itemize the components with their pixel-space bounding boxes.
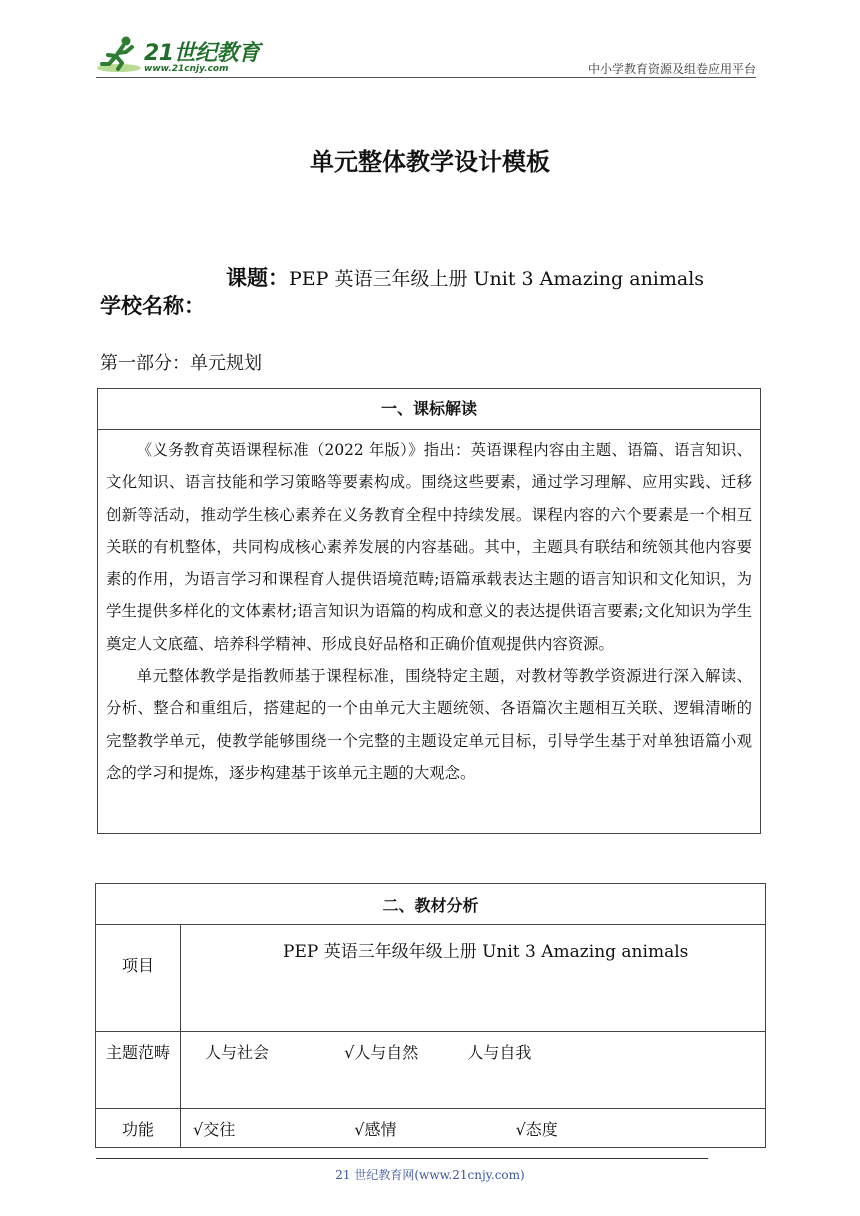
- theme-options: [181, 1032, 766, 1109]
- function-option: √态度: [515, 1119, 558, 1139]
- function-option: √感情: [354, 1119, 397, 1139]
- curriculum-interpretation-box: [97, 388, 761, 834]
- logo-text: 21世纪教育: [144, 41, 260, 66]
- page-header: [96, 30, 756, 78]
- lesson-value: PEP 英语三年级上册 Unit 3 Amazing animals: [289, 268, 705, 290]
- part-heading: 第一部分：单元规划: [100, 353, 262, 374]
- section-heading: 一、课标解读: [98, 389, 760, 430]
- site-logo[interactable]: [96, 34, 266, 74]
- footer-link[interactable]: 21 世纪教育网(www.21cnjy.com): [335, 1168, 525, 1182]
- item-value: PEP 英语三年级年级上册 Unit 3 Amazing animals: [181, 925, 766, 1032]
- footer-divider: [96, 1158, 708, 1159]
- item-label: 项目: [96, 925, 181, 1032]
- textbook-analysis-table: [95, 883, 766, 1148]
- theme-label: 主题范畴: [96, 1032, 181, 1109]
- table-row: [96, 1109, 766, 1148]
- runner-logo-icon: [96, 34, 142, 74]
- function-options: [181, 1109, 766, 1148]
- function-option: √交往: [193, 1119, 236, 1139]
- school-name-label: 学校名称：: [100, 294, 205, 318]
- table-heading: 二、教材分析: [96, 884, 766, 925]
- table-row: [96, 925, 766, 1032]
- page-title: 单元整体教学设计模板: [310, 148, 550, 176]
- lesson-line: [226, 262, 704, 292]
- table-row: [96, 1032, 766, 1109]
- section-body: [98, 430, 760, 789]
- header-divider: [96, 77, 756, 78]
- lesson-label: 课题：: [226, 266, 289, 290]
- theme-option: 人与社会: [205, 1043, 270, 1062]
- function-label: 功能: [96, 1109, 181, 1148]
- platform-name: 中小学教育资源及组卷应用平台: [587, 62, 756, 76]
- paragraph: 《义务教育英语课程标准（2022 年版）》指出：英语课程内容由主题、语篇、语言知识、文化知识、语言技能和学习策略等要素构成。围绕这些要素，通过学习理解、应用实践、迁移创新等活动，推动学生核心素养在义务教育全程中持续发展。课程内容的六个要素是一个相互关联的有机整体，共同构成核心素养发展的内容基础。其中，主题具有联结和统领其他内容要素的作用，为语言学习和课程育人提供语境范畴;语篇承载表达主题的语言知识和文化知识，为学生提供多样化的文体素材;语言知识为语篇的构成和意义的表达提供语言要素;文化知识为学生奠定人文底蕴、培养科学精神、形成良好品格和正确价值观提供内容资源。: [106, 441, 752, 653]
- paragraph: 单元整体教学是指教师基于课程标准，围绕特定主题，对教材等教学资源进行深入解读、分析、整合和重组后，搭建起的一个由单元大主题统领、各语篇次主题相互关联、逻辑清晰的完整教学单元，使教学能够围绕一个完整的主题设定单元目标，引导学生基于对单独语篇小观念的学习和提炼，逐步构建基于该单元主题的大观念。: [106, 667, 752, 782]
- theme-option: 人与自我: [467, 1043, 532, 1062]
- theme-option: √人与自然: [344, 1043, 419, 1062]
- logo-url: www.21cnjy.com: [144, 64, 229, 74]
